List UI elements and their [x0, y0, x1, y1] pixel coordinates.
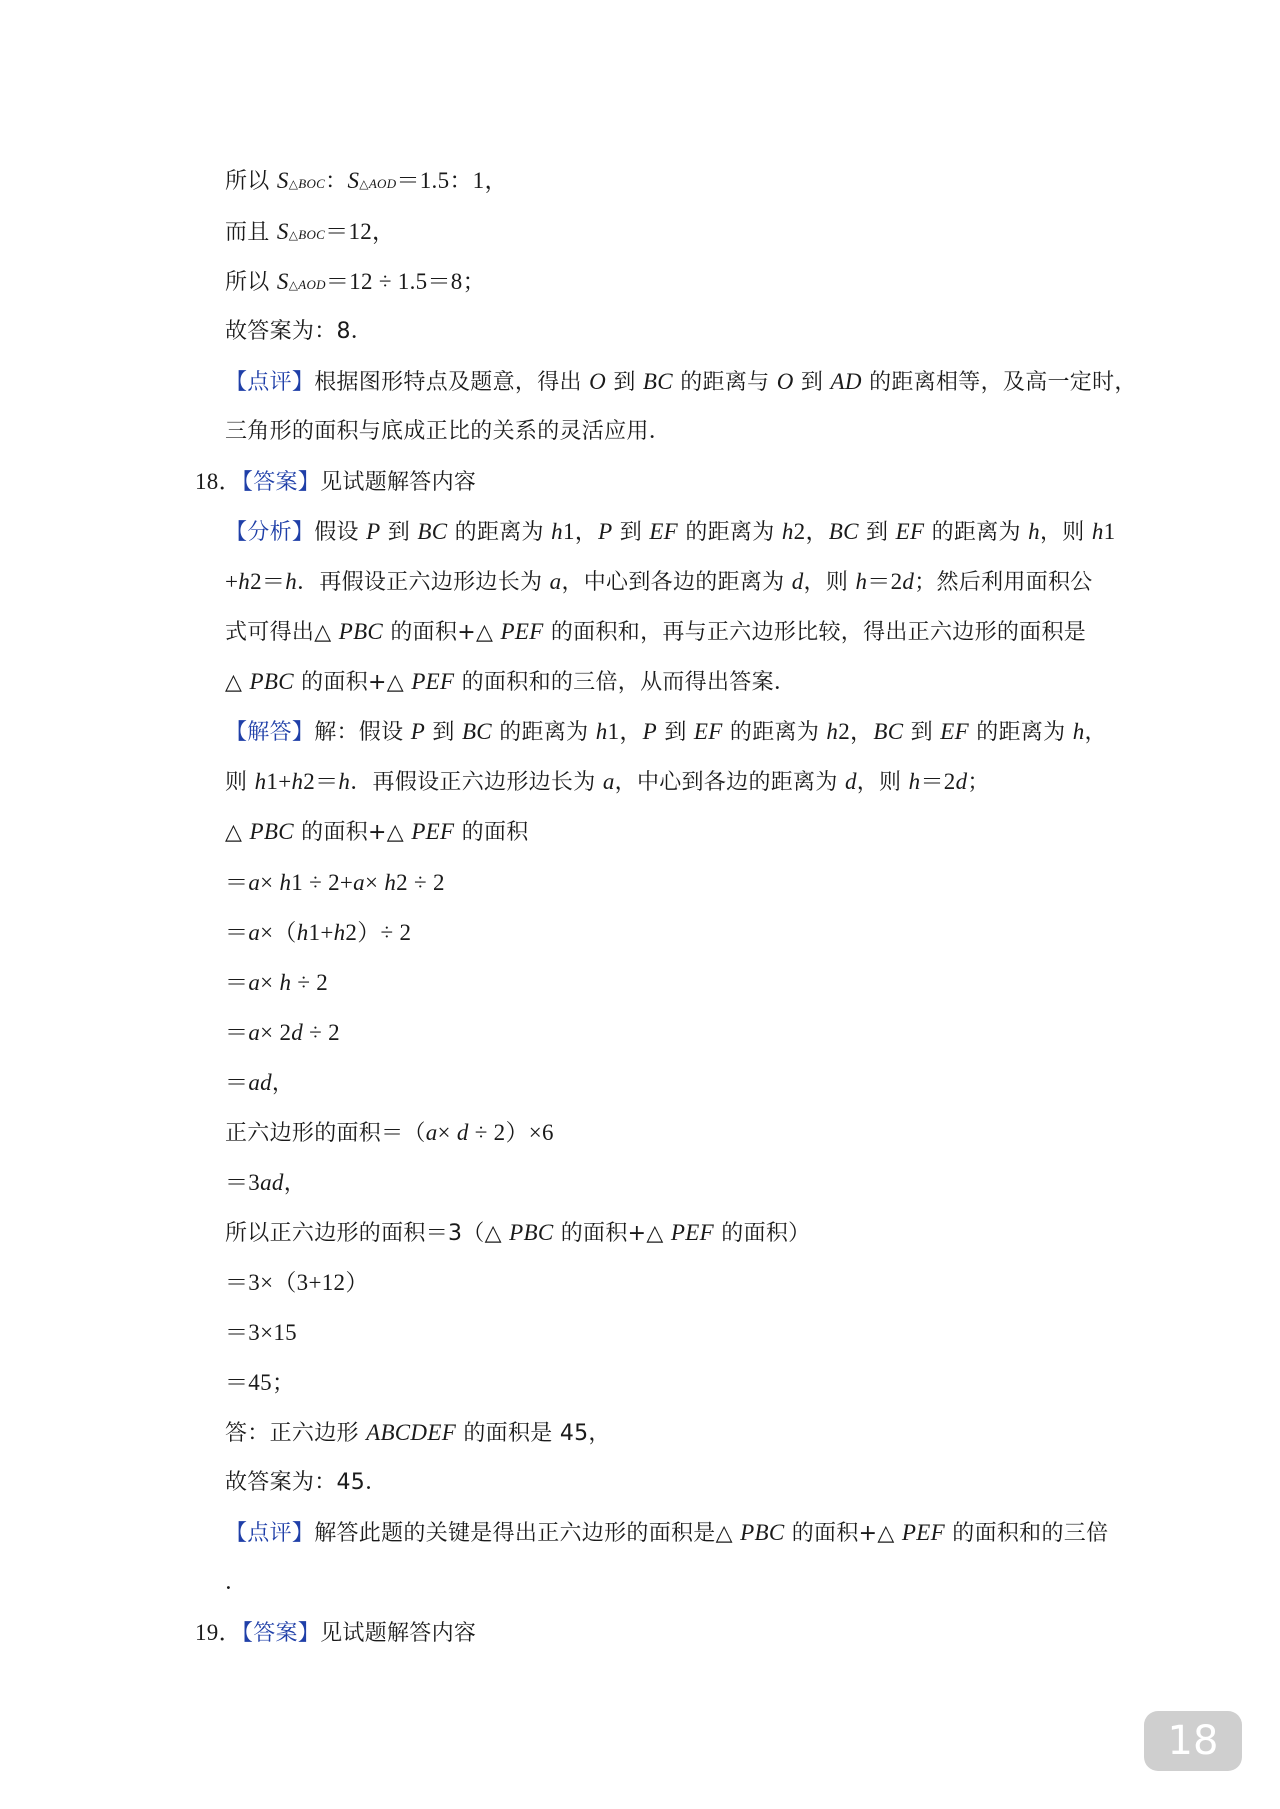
- q18-header: [195, 467, 476, 498]
- q19-header: [195, 1618, 476, 1649]
- text: 2 ÷ 2: [396, 870, 445, 895]
- text: ×: [364, 870, 385, 895]
- math: PBC: [249, 669, 294, 694]
- math: BC: [642, 369, 673, 394]
- q17-comment-line-2: 三角形的面积与底成正比的关系的灵活应用．: [225, 419, 672, 444]
- text: ×（: [260, 920, 297, 945]
- text: 解答此题的关键是得出正六边形的面积是△: [314, 1521, 741, 1546]
- text: ，中心到各边的距离为: [561, 570, 792, 595]
- text: 的面积+△: [293, 670, 412, 695]
- text: 的距离为: [678, 520, 782, 545]
- q17-line-2: [225, 217, 395, 250]
- text: 所以: [225, 270, 277, 295]
- text: ，: [283, 1171, 307, 1196]
- text: 到: [903, 720, 941, 745]
- text: 1 ÷ 2+: [291, 870, 354, 895]
- text: ：: [325, 169, 348, 194]
- q18-analysis-line-1: [225, 517, 1115, 548]
- question-number: 18．: [195, 469, 242, 494]
- math: d: [902, 569, 915, 594]
- text: ，: [1084, 720, 1107, 745]
- text: 的面积和的三倍: [944, 1521, 1109, 1546]
- text: 的面积）: [713, 1221, 811, 1246]
- math: d: [291, 1020, 304, 1045]
- math: h: [551, 519, 563, 544]
- text: ，: [271, 1071, 295, 1096]
- text: 的距离为: [722, 720, 827, 745]
- math: O: [589, 369, 607, 394]
- text: 2，: [793, 519, 829, 544]
- text: 到: [793, 370, 831, 395]
- text: 的距离为: [968, 720, 1073, 745]
- text: ．再假设正六边形边长为: [297, 570, 550, 595]
- text: 到: [380, 520, 418, 545]
- text: 所以正六边形的面积＝3（△: [225, 1221, 510, 1246]
- math: h: [1091, 519, 1104, 544]
- text: ＝2: [867, 569, 903, 594]
- q18-solution-line-12: ＝3×（3+12）: [225, 1270, 369, 1295]
- text: ；然后利用面积公: [914, 570, 1093, 595]
- math: d: [791, 569, 804, 594]
- math: a: [248, 1020, 261, 1045]
- math: PBC: [249, 819, 294, 844]
- text: 式可得出△: [225, 620, 339, 645]
- math: h: [338, 769, 351, 794]
- answer-text: 见试题解答内容: [320, 470, 477, 495]
- text: ÷ 2: [303, 1020, 340, 1045]
- text: 1: [1103, 519, 1116, 544]
- math: h: [781, 519, 794, 544]
- analysis-tag: 【分析】: [225, 520, 315, 545]
- math: EF: [649, 519, 679, 544]
- math: a: [248, 920, 261, 945]
- text: 的距离相等，及高一定时，: [861, 370, 1137, 395]
- q18-solution-line-1: [225, 717, 1107, 748]
- q18-solution-line-4: [225, 868, 445, 899]
- text: 答：正六边形: [225, 1421, 367, 1446]
- math: h: [1028, 519, 1040, 544]
- comment-tag: 【点评】: [225, 370, 315, 395]
- math: BC: [873, 719, 904, 744]
- math: PEF: [500, 619, 544, 644]
- text: 2＝: [250, 569, 286, 594]
- math: EF: [693, 719, 723, 744]
- q18-solution-line-11: [225, 1218, 810, 1249]
- q18-analysis-line-4: [225, 667, 796, 698]
- math: a: [549, 569, 562, 594]
- text: ＝: [225, 1070, 249, 1095]
- text: ＝: [225, 870, 249, 895]
- q17-comment: [225, 367, 1137, 398]
- math: P: [598, 519, 613, 544]
- text: 1+: [266, 769, 292, 794]
- math: a: [248, 870, 261, 895]
- answer-tag: 【答案】: [241, 470, 321, 495]
- text: 的面积+△: [784, 1521, 902, 1546]
- subscript: BOC: [298, 176, 326, 191]
- math: h: [254, 769, 267, 794]
- text: 的面积+△: [383, 620, 501, 645]
- triangle-symbol: △: [288, 278, 299, 292]
- text: 的面积和，再与正六边形比较，得出正六边形的面积是: [543, 620, 1087, 645]
- math: PEF: [411, 669, 455, 694]
- math: EF: [895, 519, 925, 544]
- math: PBC: [338, 619, 384, 644]
- q18-solution-line-5: [225, 918, 411, 949]
- math: h: [285, 569, 298, 594]
- text: 到: [657, 720, 694, 745]
- math: h: [279, 970, 292, 995]
- math: PBC: [509, 1220, 554, 1245]
- text: ＝12 ÷ 1.5＝8；: [325, 269, 486, 294]
- math-S: S: [347, 168, 360, 193]
- subscript: AOD: [368, 176, 397, 191]
- math: a: [425, 1120, 438, 1145]
- math: P: [642, 719, 658, 744]
- q18-answer-line: 故答案为：45．: [225, 1470, 388, 1495]
- question-number: 19．: [195, 1620, 242, 1645]
- subscript: BOC: [298, 227, 326, 242]
- math-S: S: [276, 168, 289, 193]
- math: h: [238, 569, 251, 594]
- text: 根据图形特点及题意，得出: [314, 370, 590, 395]
- math-S: S: [276, 269, 289, 294]
- answer-tag: 【答案】: [241, 1621, 321, 1646]
- q17-answer-line: 故答案为：8．: [225, 319, 374, 344]
- math: P: [366, 519, 381, 544]
- text: 的面积是 45，: [456, 1421, 611, 1446]
- text: 解：假设: [314, 720, 411, 745]
- text: ＝: [225, 970, 249, 995]
- text: ；: [967, 770, 990, 795]
- text: ×: [260, 870, 280, 895]
- text: 1+: [308, 920, 334, 945]
- text: 的距离为: [924, 520, 1029, 545]
- text: ＝12，: [325, 219, 396, 244]
- text: 的面积+△: [293, 820, 412, 845]
- q18-solution-line-6: [225, 968, 328, 999]
- math: PEF: [901, 1520, 945, 1545]
- math: BC: [417, 519, 448, 544]
- solution-tag: 【解答】: [225, 720, 315, 745]
- page-number-badge: 18: [1144, 1711, 1242, 1771]
- math: h: [384, 870, 397, 895]
- text: 假设: [314, 520, 367, 545]
- text: 2）÷ 2: [345, 920, 412, 945]
- math-S: S: [276, 219, 289, 244]
- math: h: [826, 719, 839, 744]
- text: 所以: [225, 169, 277, 194]
- math: h: [908, 769, 921, 794]
- q18-analysis-line-3: [225, 617, 1086, 648]
- text: 到: [612, 520, 650, 545]
- q18-solution-line-9: [225, 1118, 554, 1149]
- math: PEF: [411, 819, 455, 844]
- q18-solution-line-8: [225, 1068, 294, 1099]
- math: h: [333, 920, 346, 945]
- math: d: [955, 769, 968, 794]
- q18-solution-line-13: ＝3×15: [225, 1320, 297, 1345]
- text: 的面积: [454, 820, 529, 845]
- text: ＝3: [225, 1170, 261, 1195]
- q18-comment-line-2: ．: [225, 1570, 248, 1595]
- text: 的距离为: [447, 520, 552, 545]
- subscript: AOD: [298, 277, 326, 292]
- text: ×: [260, 970, 280, 995]
- text: ，则: [856, 770, 909, 795]
- text: 的面积+△: [553, 1221, 671, 1246]
- text: ．再假设正六边形边长为: [350, 770, 603, 795]
- text: 1，: [562, 519, 599, 544]
- math: h: [291, 769, 304, 794]
- q18-solution-line-2: [225, 767, 990, 798]
- text: 的面积和的三倍，从而得出答案．: [454, 670, 797, 695]
- math: O: [776, 369, 794, 394]
- text: ，中心到各边的距离为: [614, 770, 845, 795]
- q17-line-3: [225, 267, 486, 300]
- math: d: [844, 769, 857, 794]
- triangle-symbol: △: [359, 177, 369, 191]
- math: h: [595, 719, 608, 744]
- text: ×: [437, 1120, 457, 1145]
- text: ，则: [1039, 520, 1092, 545]
- triangle-symbol: △: [288, 228, 299, 242]
- math: EF: [940, 719, 969, 744]
- text: 正六边形的面积＝（: [225, 1121, 426, 1146]
- text: 的距离与: [672, 370, 777, 395]
- math: a: [602, 769, 615, 794]
- text: × 2: [260, 1020, 292, 1045]
- text: ＝: [225, 1020, 249, 1045]
- math: ABCDEF: [366, 1420, 457, 1445]
- text: +: [225, 569, 239, 594]
- text: 2＝: [303, 769, 339, 794]
- math: PBC: [740, 1520, 785, 1545]
- math: ad: [260, 1170, 284, 1195]
- text: △: [225, 670, 250, 695]
- math: a: [248, 970, 261, 995]
- math: PEF: [670, 1220, 714, 1245]
- math: AD: [830, 369, 862, 394]
- text: ，则: [803, 570, 856, 595]
- text: ＝2: [920, 769, 956, 794]
- text: 到: [606, 370, 643, 395]
- text: 而且: [225, 220, 277, 245]
- answer-text: 见试题解答内容: [320, 1621, 477, 1646]
- q18-comment: [225, 1518, 1108, 1549]
- text: △: [225, 820, 250, 845]
- text: ＝: [225, 920, 249, 945]
- text: 则: [225, 770, 255, 795]
- text: 到: [425, 720, 462, 745]
- q18-solution-line-7: [225, 1018, 340, 1049]
- q18-solution-line-15: [225, 1418, 611, 1449]
- q17-line-1: [225, 166, 508, 199]
- text: 1，: [607, 719, 643, 744]
- math: BC: [461, 719, 492, 744]
- text: ÷ 2）×6: [468, 1120, 554, 1145]
- math: h: [296, 920, 309, 945]
- math: h: [1072, 719, 1085, 744]
- q18-analysis-line-2: [225, 567, 1093, 598]
- math: h: [855, 569, 868, 594]
- text: 到: [858, 520, 896, 545]
- math: d: [456, 1120, 469, 1145]
- comment-tag: 【点评】: [225, 1521, 315, 1546]
- math: P: [410, 719, 426, 744]
- text: ÷ 2: [291, 970, 329, 995]
- q18-solution-line-14: ＝45；: [225, 1370, 296, 1395]
- q18-solution-line-3: [225, 817, 529, 848]
- text: ＝1.5：1，: [396, 168, 508, 193]
- text: 的距离为: [491, 720, 596, 745]
- text: 2，: [838, 719, 874, 744]
- math: h: [279, 870, 292, 895]
- math: BC: [828, 519, 859, 544]
- triangle-symbol: △: [288, 177, 299, 191]
- math: ad: [248, 1070, 272, 1095]
- math: a: [353, 870, 365, 895]
- q18-solution-line-10: [225, 1168, 306, 1199]
